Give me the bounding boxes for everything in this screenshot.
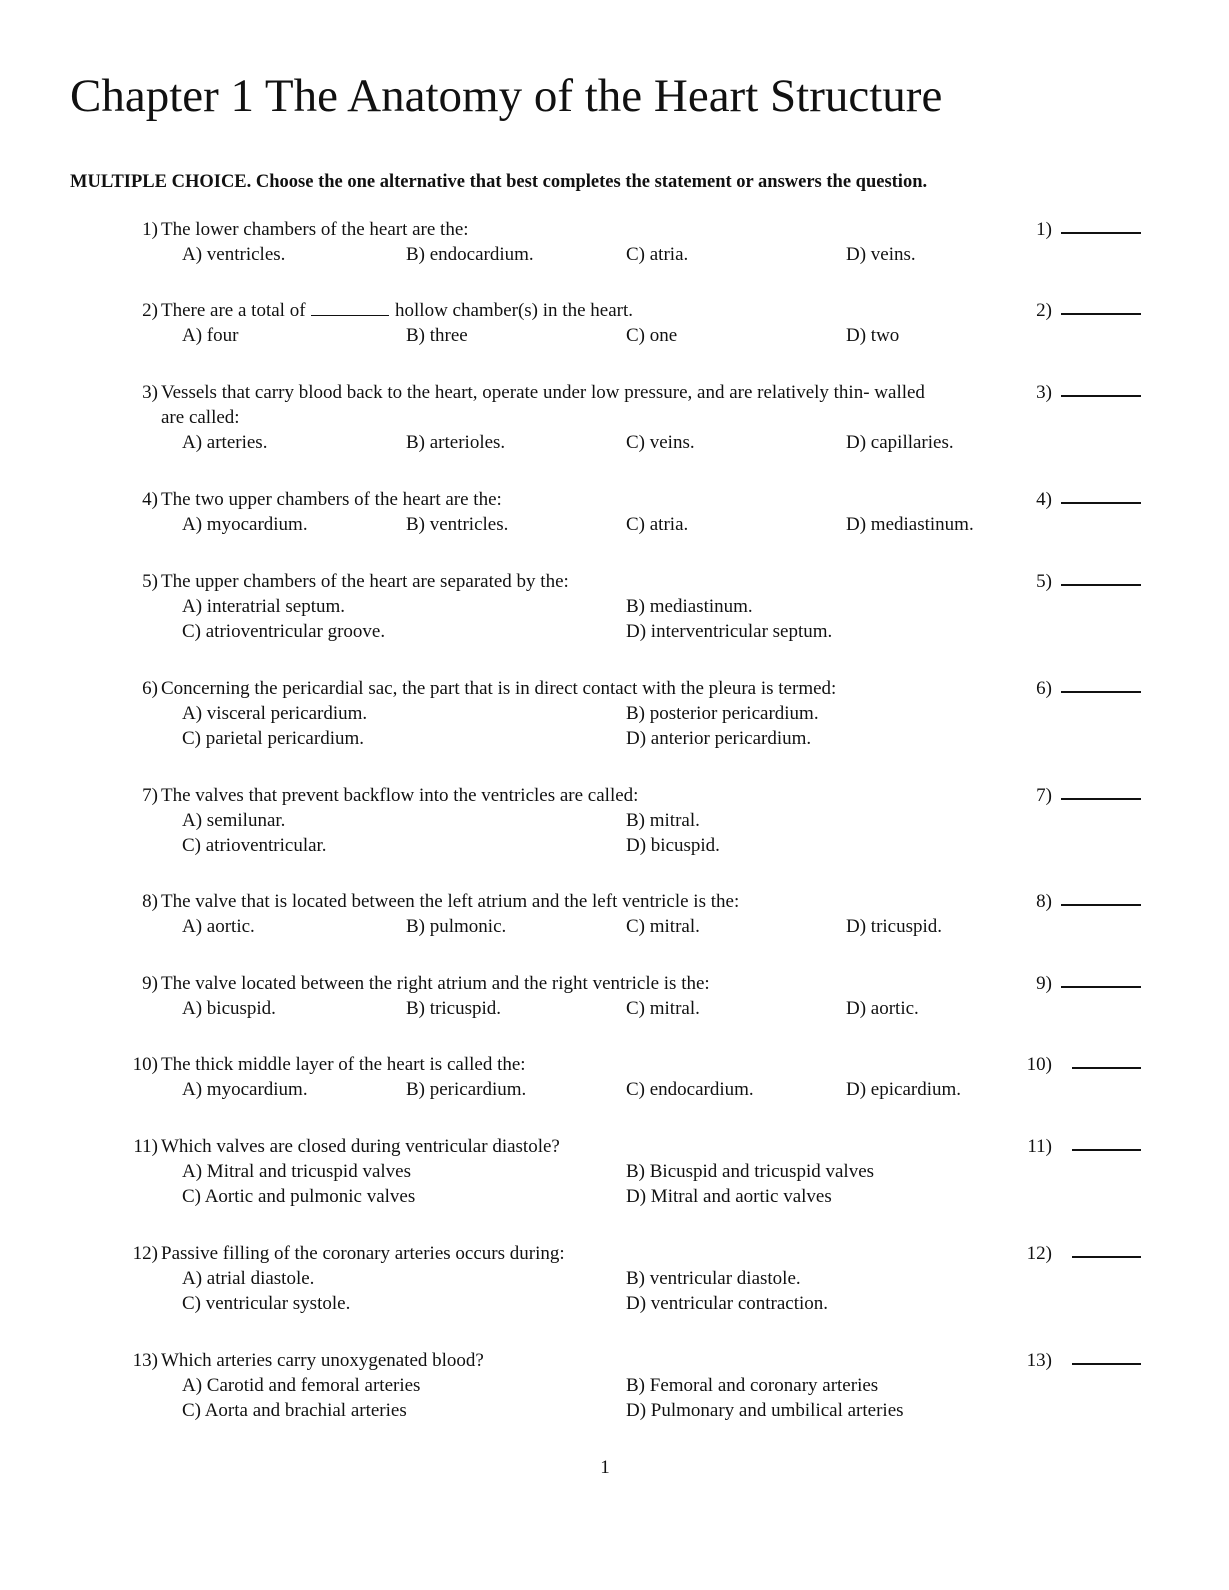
answer-label: 2)	[1036, 300, 1052, 321]
answer-label: 12)	[1026, 1243, 1052, 1264]
question-13	[0, 1348, 1229, 1428]
answer-label: 11)	[1027, 1136, 1052, 1157]
option-c: C) one	[626, 325, 678, 346]
question-text: The upper chambers of the heart are separated by the:	[161, 571, 569, 592]
question-text: Which valves are closed during ventricular diastole?	[161, 1136, 560, 1157]
option-a: A) myocardium.	[182, 514, 308, 535]
option-a: A) Carotid and femoral arteries	[182, 1375, 421, 1396]
question-number: 6)	[142, 678, 158, 699]
answer-blank[interactable]	[1061, 313, 1141, 315]
answer-blank[interactable]	[1061, 691, 1141, 693]
answer-blank[interactable]	[1072, 1256, 1141, 1258]
option-c: C) atrioventricular groove.	[182, 621, 386, 642]
option-c: C) endocardium.	[626, 1079, 754, 1100]
option-d: D) veins.	[846, 244, 916, 265]
question-number: 4)	[142, 489, 158, 510]
question-6	[0, 676, 1229, 756]
answer-blank[interactable]	[1061, 798, 1141, 800]
question-text-before: There are a total of	[161, 300, 306, 321]
option-c: C) mitral.	[626, 916, 700, 937]
question-number: 7)	[142, 785, 158, 806]
option-d: D) capillaries.	[846, 432, 954, 453]
answer-blank[interactable]	[1061, 502, 1141, 504]
question-text-after: hollow chamber(s) in the heart.	[395, 300, 633, 321]
answer-blank[interactable]	[1072, 1363, 1141, 1365]
option-a: A) myocardium.	[182, 1079, 308, 1100]
option-a: A) arteries.	[182, 432, 268, 453]
answer-label: 7)	[1036, 785, 1052, 806]
option-a: A) four	[182, 325, 239, 346]
question-4	[0, 487, 1229, 567]
question-12	[0, 1241, 1229, 1321]
question-11	[0, 1134, 1229, 1214]
option-c: C) Aorta and brachial arteries	[182, 1400, 407, 1421]
answer-label: 13)	[1026, 1350, 1052, 1371]
option-b: B) arterioles.	[406, 432, 506, 453]
question-3	[0, 380, 1229, 460]
answer-blank[interactable]	[1072, 1067, 1141, 1069]
option-d: D) anterior pericardium.	[626, 728, 812, 749]
question-2	[0, 298, 1229, 378]
answer-label: 6)	[1036, 678, 1052, 699]
answer-blank[interactable]	[1061, 232, 1141, 234]
question-8	[0, 889, 1229, 969]
question-number: 13)	[132, 1350, 158, 1371]
option-c: C) Aortic and pulmonic valves	[182, 1186, 416, 1207]
answer-label: 5)	[1036, 571, 1052, 592]
question-text: The lower chambers of the heart are the:	[161, 219, 469, 240]
answer-label: 9)	[1036, 973, 1052, 994]
section-instructions: MULTIPLE CHOICE. Choose the one alternative that best completes the statement or answers the question.	[70, 172, 928, 192]
question-number: 3)	[142, 382, 158, 403]
option-b: B) Bicuspid and tricuspid valves	[626, 1161, 875, 1182]
option-b: B) ventricles.	[406, 514, 509, 535]
option-a: A) bicuspid.	[182, 998, 276, 1019]
question-text: The thick middle layer of the heart is called the:	[161, 1054, 526, 1075]
option-c: C) ventricular systole.	[182, 1293, 351, 1314]
answer-label: 3)	[1036, 382, 1052, 403]
question-number: 11)	[133, 1136, 158, 1157]
question-text: Concerning the pericardial sac, the part that is in direct contact with the pleura is termed:	[161, 678, 837, 699]
option-c: C) mitral.	[626, 998, 700, 1019]
question-text: Vessels that carry blood back to the heart, operate under low pressure, and are relatively thin- walled are called:	[161, 382, 925, 428]
option-a: A) Mitral and tricuspid valves	[182, 1161, 412, 1182]
option-d: D) Pulmonary and umbilical arteries	[626, 1400, 904, 1421]
option-d: D) Mitral and aortic valves	[626, 1186, 832, 1207]
question-text: Passive filling of the coronary arteries occurs during:	[161, 1243, 565, 1264]
question-text: The valve located between the right atrium and the right ventricle is the:	[161, 973, 710, 994]
option-c: C) atria.	[626, 514, 689, 535]
question-text: The two upper chambers of the heart are the:	[161, 489, 502, 510]
answer-blank[interactable]	[1061, 986, 1141, 988]
question-number: 10)	[132, 1054, 158, 1075]
option-b: B) tricuspid.	[406, 998, 501, 1019]
option-d: D) epicardium.	[846, 1079, 962, 1100]
option-a: A) atrial diastole.	[182, 1268, 315, 1289]
option-d: D) aortic.	[846, 998, 919, 1019]
option-b: B) ventricular diastole.	[626, 1268, 801, 1289]
option-b: B) posterior pericardium.	[626, 703, 819, 724]
question-number: 2)	[142, 300, 158, 321]
answer-blank[interactable]	[1072, 1149, 1141, 1151]
question-10	[0, 1052, 1229, 1132]
option-c: C) veins.	[626, 432, 695, 453]
answer-label: 1)	[1036, 219, 1052, 240]
option-b: B) three	[406, 325, 468, 346]
page-title: Chapter 1 The Anatomy of the Heart Structure	[70, 70, 943, 122]
question-number: 9)	[142, 973, 158, 994]
question-5	[0, 569, 1229, 649]
question-number: 5)	[142, 571, 158, 592]
answer-label: 4)	[1036, 489, 1052, 510]
option-a: A) ventricles.	[182, 244, 286, 265]
option-c: C) atria.	[626, 244, 689, 265]
answer-blank[interactable]	[1061, 904, 1141, 906]
option-d: D) tricuspid.	[846, 916, 943, 937]
option-d: D) ventricular contraction.	[626, 1293, 829, 1314]
option-a: A) visceral pericardium.	[182, 703, 368, 724]
fill-in-blank	[311, 299, 389, 316]
option-b: B) endocardium.	[406, 244, 534, 265]
option-d: D) bicuspid.	[626, 835, 720, 856]
option-b: B) pericardium.	[406, 1079, 527, 1100]
option-d: D) mediastinum.	[846, 514, 974, 535]
option-b: B) pulmonic.	[406, 916, 507, 937]
answer-label: 10)	[1026, 1054, 1052, 1075]
option-a: A) interatrial septum.	[182, 596, 346, 617]
option-b: B) mitral.	[626, 810, 700, 831]
question-text	[161, 298, 951, 323]
question-number: 1)	[142, 219, 158, 240]
question-text: Which arteries carry unoxygenated blood?	[161, 1350, 484, 1371]
option-a: A) aortic.	[182, 916, 255, 937]
question-text: The valve that is located between the left atrium and the left ventricle is the:	[161, 891, 740, 912]
option-b: B) mediastinum.	[626, 596, 753, 617]
question-text: The valves that prevent backflow into the ventricles are called:	[161, 785, 639, 806]
option-b: B) Femoral and coronary arteries	[626, 1375, 879, 1396]
answer-label: 8)	[1036, 891, 1052, 912]
option-c: C) parietal pericardium.	[182, 728, 365, 749]
question-number: 12)	[132, 1243, 158, 1264]
question-number: 8)	[142, 891, 158, 912]
question-7	[0, 783, 1229, 863]
page-number: 1	[600, 1457, 610, 1478]
answer-blank[interactable]	[1061, 584, 1141, 586]
answer-blank[interactable]	[1061, 395, 1141, 397]
question-9	[0, 971, 1229, 1051]
option-c: C) atrioventricular.	[182, 835, 327, 856]
option-d: D) interventricular septum.	[626, 621, 833, 642]
option-a: A) semilunar.	[182, 810, 286, 831]
question-1	[0, 217, 1229, 297]
option-d: D) two	[846, 325, 900, 346]
